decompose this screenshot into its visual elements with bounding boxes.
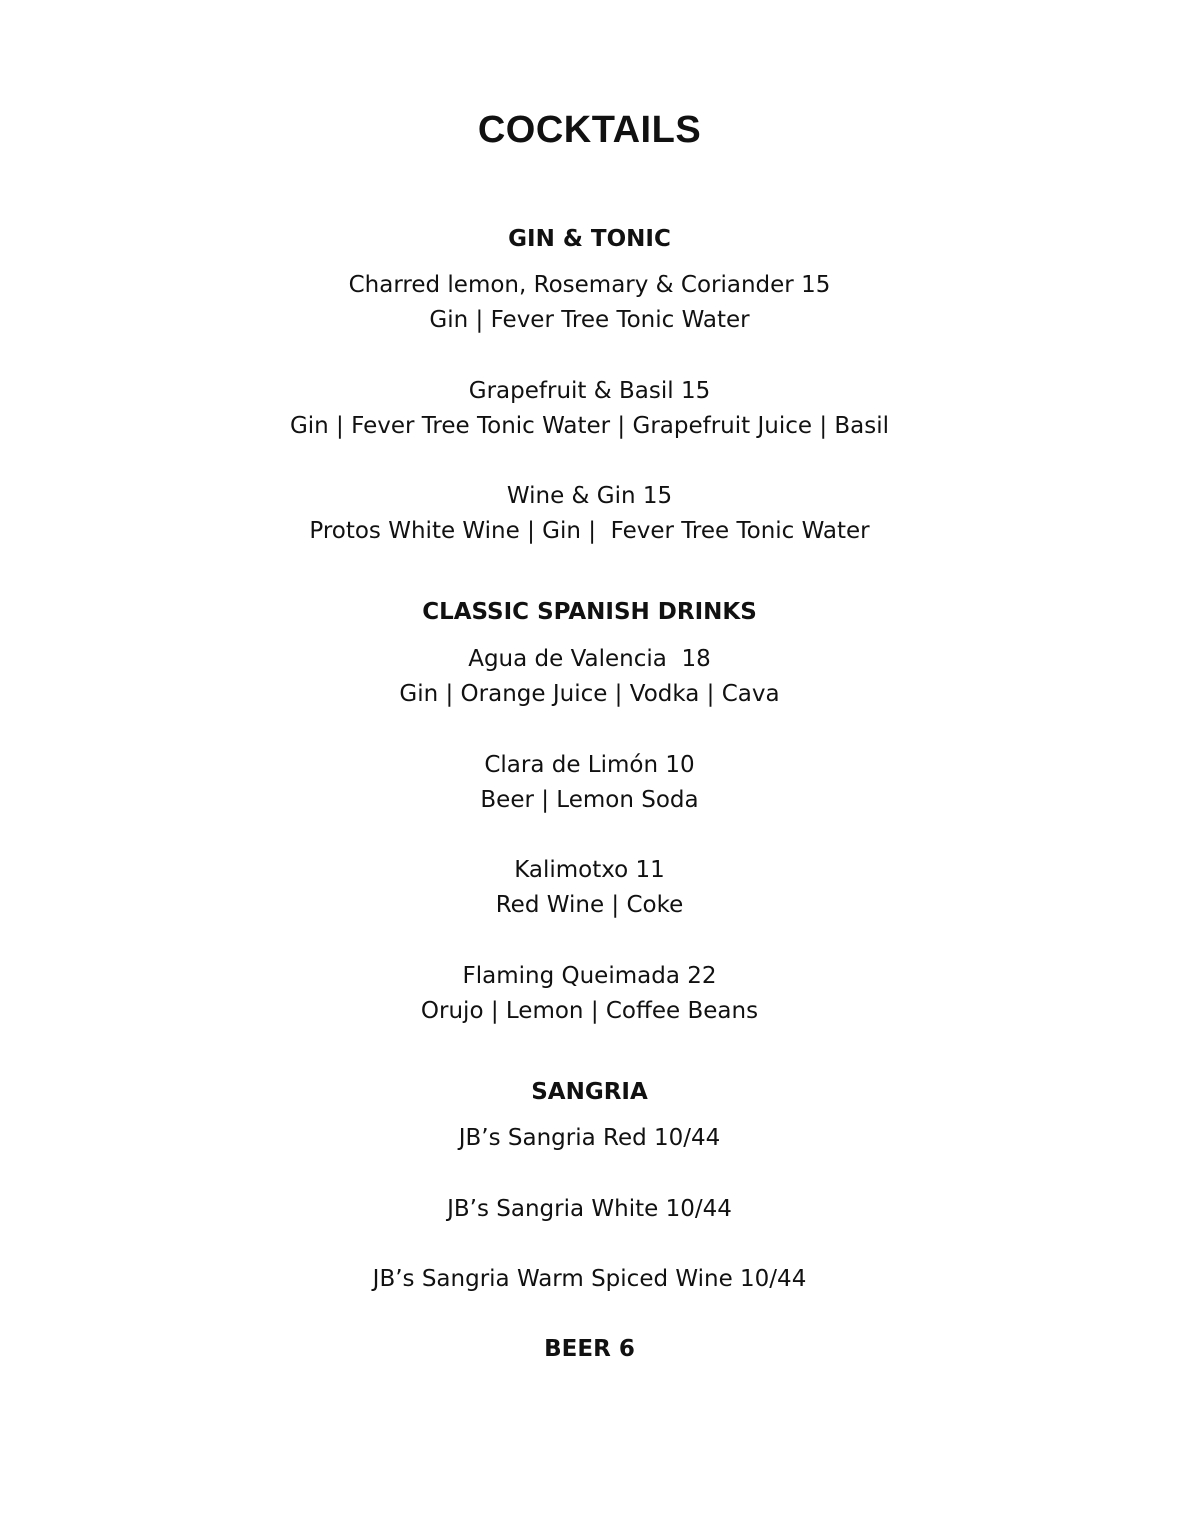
item-ingredients: Gin | Fever Tree Tonic Water	[429, 307, 750, 333]
section-heading-beer: BEER 6	[544, 1336, 635, 1362]
item-name: Agua de Valencia 18	[468, 646, 711, 672]
item-name: Wine & Gin 15	[506, 483, 673, 509]
section-heading-classic-spanish-drinks: CLASSIC SPANISH DRINKS	[422, 599, 757, 625]
item-name: Flaming Queimada 22	[462, 963, 717, 989]
item-ingredients: Red Wine | Coke	[495, 892, 684, 918]
item-ingredients: Protos White Wine | Gin | Fever Tree Tonic Water	[309, 518, 870, 544]
item-name: Grapefruit & Basil 15	[468, 378, 711, 404]
menu-title: COCKTAILS	[477, 109, 702, 151]
item-ingredients: Beer | Lemon Soda	[480, 787, 699, 813]
item-name: JB’s Sangria Warm Spiced Wine 10/44	[372, 1266, 807, 1292]
item-ingredients: Orujo | Lemon | Coffee Beans	[420, 998, 759, 1024]
section-heading-sangria: SANGRIA	[531, 1079, 648, 1105]
item-name: Charred lemon, Rosemary & Coriander 15	[348, 272, 831, 298]
item-name: Kalimotxo 11	[514, 857, 665, 883]
section-heading-gin-tonic: GIN & TONIC	[508, 226, 671, 252]
item-ingredients: Gin | Orange Juice | Vodka | Cava	[399, 681, 780, 707]
item-name: JB’s Sangria White 10/44	[447, 1196, 732, 1222]
item-name: JB’s Sangria Red 10/44	[458, 1125, 721, 1151]
item-name: Clara de Limón 10	[484, 752, 695, 778]
item-ingredients: Gin | Fever Tree Tonic Water | Grapefruit Juice | Basil	[289, 413, 890, 439]
